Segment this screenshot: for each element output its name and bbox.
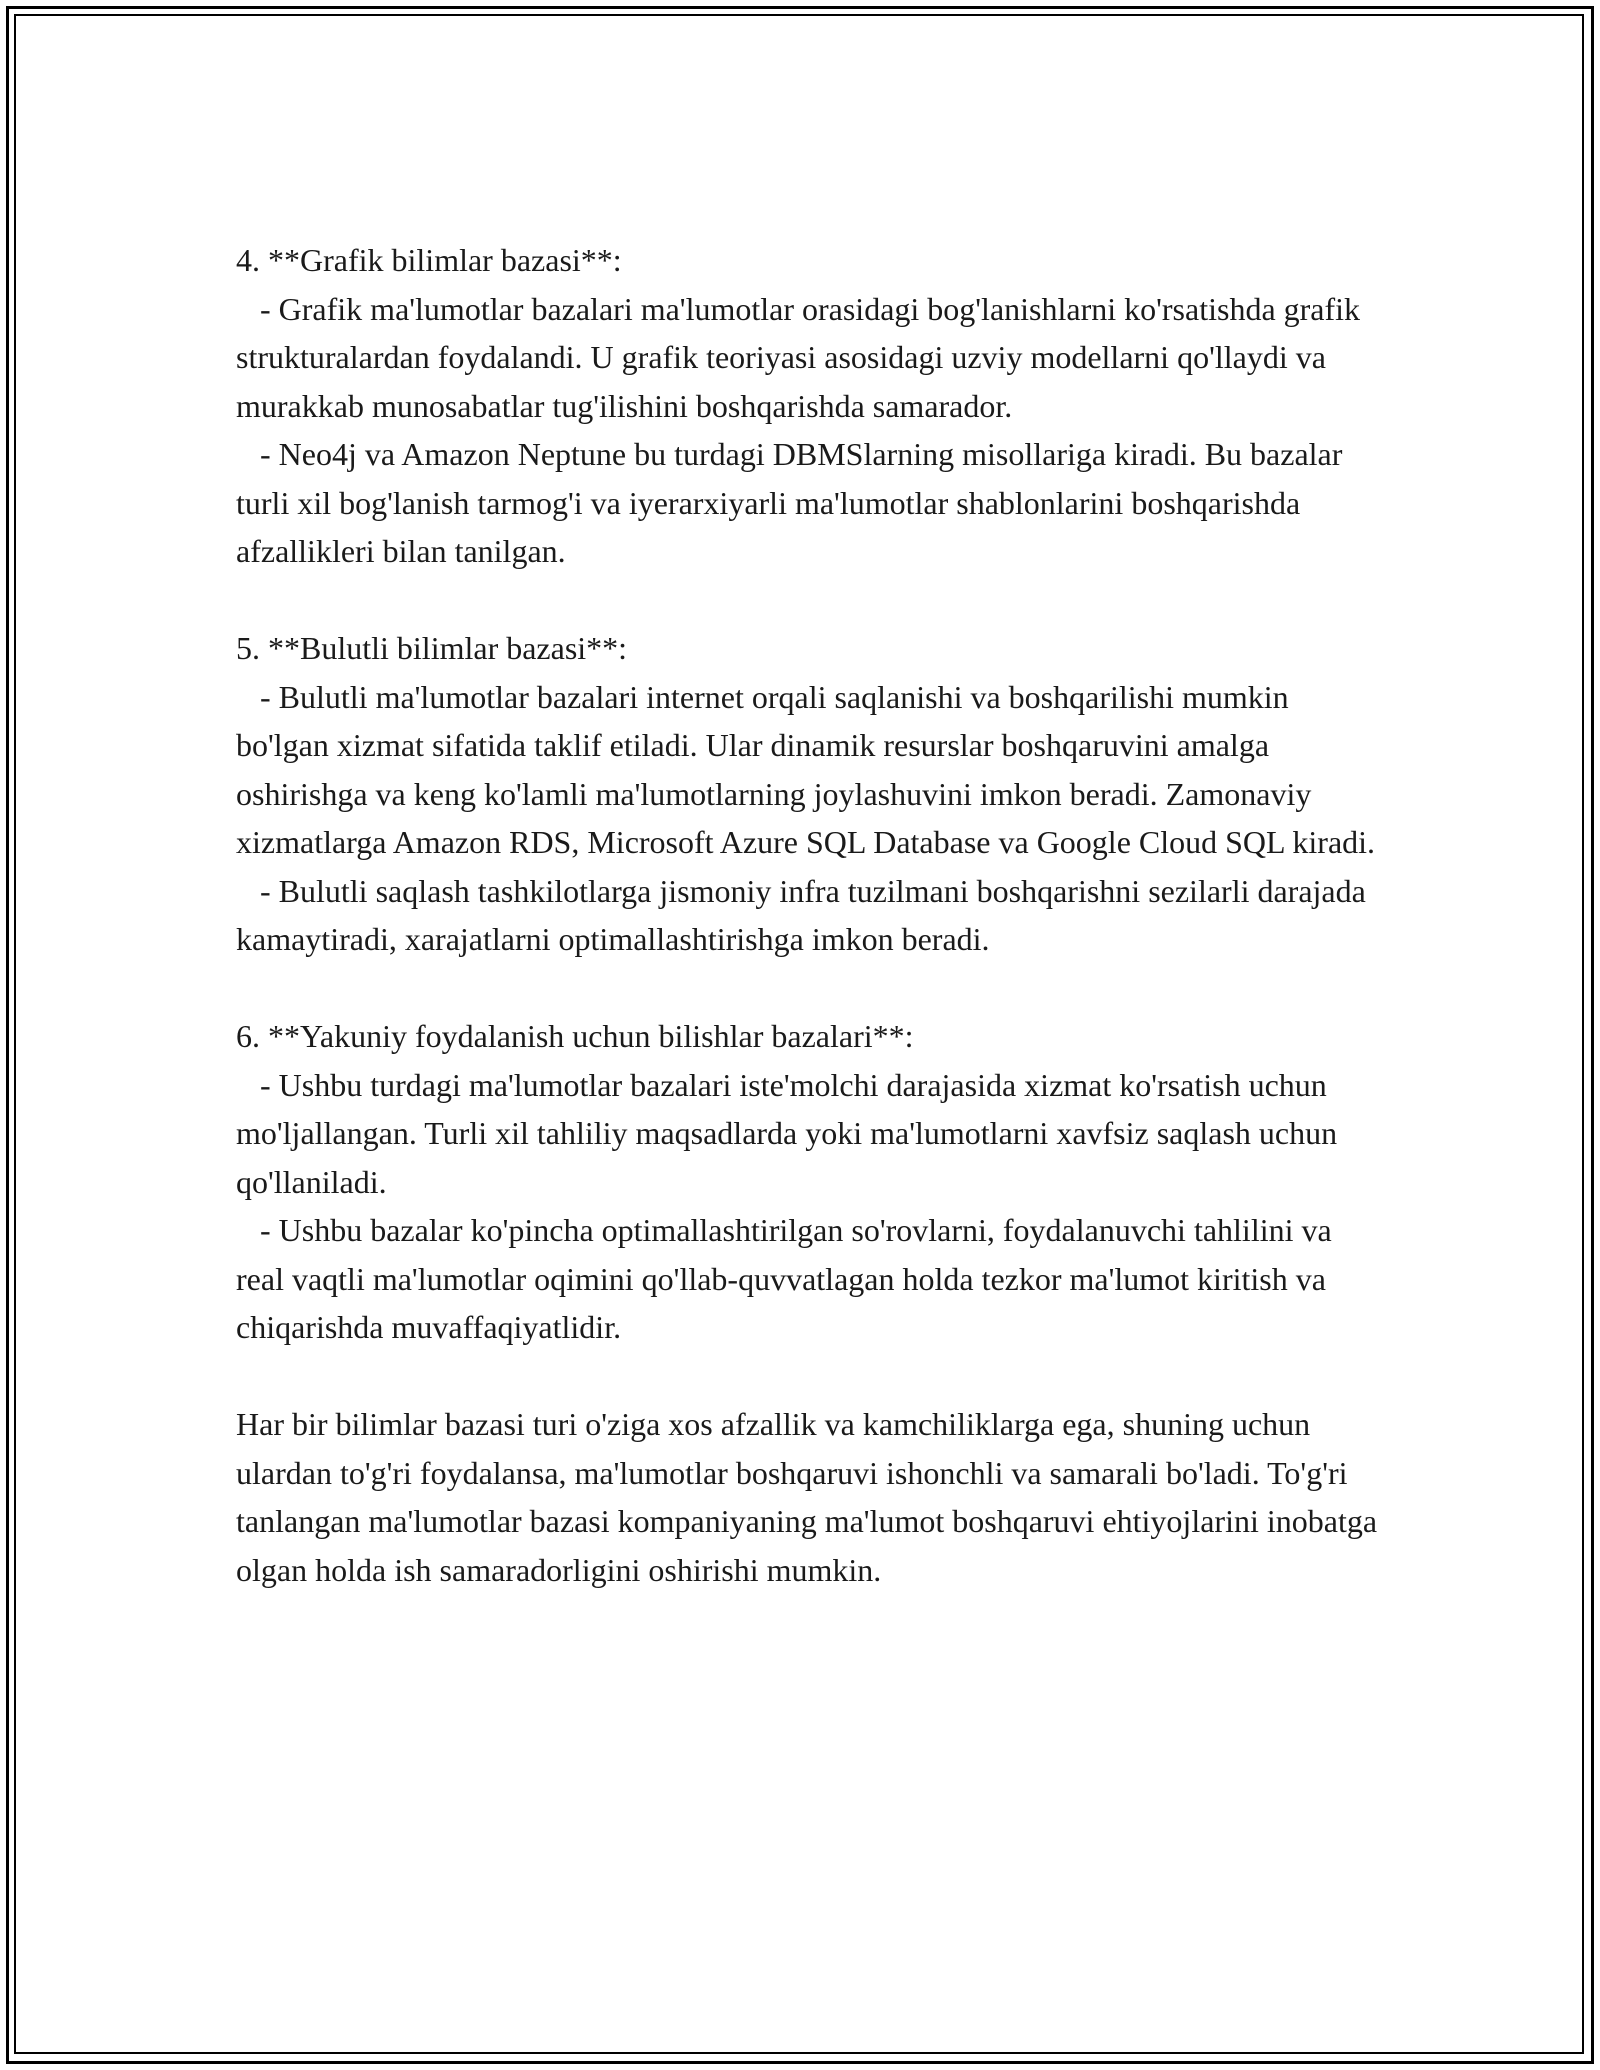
document-body <box>236 236 1386 1594</box>
section-heading: 4. **Grafik bilimlar bazasi**: <box>236 242 622 278</box>
section-bullet: - Bulutli ma'lumotlar bazalari internet orqali saqlanishi va boshqarilishi mumkin bo'lgan xizmat sifatida taklif etiladi. Ular dinamik resurslar boshqaruvini amalga oshirishga va keng ko'lamli ma'lumotlarning joylashuvini imkon beradi. Zamonaviy xizmatlarga Amazon RDS, Microsoft Azure SQL Database va Google Cloud SQL kiradi. <box>236 678 1376 860</box>
paragraph-gap <box>236 576 1386 625</box>
section-graph-databases <box>236 236 1386 576</box>
paragraph-gap <box>236 964 1386 1013</box>
section-heading: 5. **Bulutli bilimlar bazasi**: <box>236 630 628 666</box>
section-heading: 6. **Yakuniy foydalanish uchun bilishlar bazalari**: <box>236 1018 914 1054</box>
section-bullet: - Grafik ma'lumotlar bazalari ma'lumotlar orasidagi bog'lanishlarni ko'rsatishda grafik strukturalardan foydalandi. U grafik teoriyasi asosidagi uzviy modellarni qo'llaydi va murakkab munosabatlar tug'ilishini boshqarishda samarador. <box>236 290 1369 424</box>
paragraph-gap <box>236 1352 1386 1401</box>
section-bullet: - Ushbu bazalar ko'pincha optimallashtirilgan so'rovlarni, foydalanuvchi tahlilini va real vaqtli ma'lumotlar oqimini qo'llab-quvvatlagan holda tezkor ma'lumot kiritish va chiqarishda muvaffaqiyatlidir. <box>236 1212 1340 1345</box>
section-bullet: - Ushbu turdagi ma'lumotlar bazalari iste'molchi darajasida xizmat ko'rsatish uchun mo'ljallangan. Turli xil tahliliy maqsadlarda yoki ma'lumotlarni xavfsiz saqlash uchun qo'llaniladi. <box>236 1066 1346 1200</box>
section-bullet: - Bulutli saqlash tashkilotlarga jismoniy infra tuzilmani boshqarishni sezilarli darajada kamaytiradi, xarajatlarni optimallashtirishga imkon beradi. <box>236 872 1374 957</box>
section-end-user-databases <box>236 1012 1386 1352</box>
section-bullet: - Neo4j va Amazon Neptune bu turdagi DBMSlarning misollariga kiradi. Bu bazalar turli xil bog'lanish tarmog'i va iyerarxiyarli ma'lumotlar shablonlarini boshqarishda afzallikleri bilan tanilgan. <box>236 436 1351 569</box>
section-cloud-databases <box>236 624 1386 964</box>
conclusion-paragraph: Har bir bilimlar bazasi turi o'ziga xos afzallik va kamchiliklarga ega, shuning uchun ulardan to'g'ri foydalansa, ma'lumotlar boshqaruvi ishonchli va samarali bo'ladi. To'g'ri tanlangan ma'lumotlar bazasi kompaniyaning ma'lumot boshqaruvi ehtiyojlarini inobatga olgan holda ish samaradorligini oshirishi mumkin. <box>236 1406 1386 1588</box>
